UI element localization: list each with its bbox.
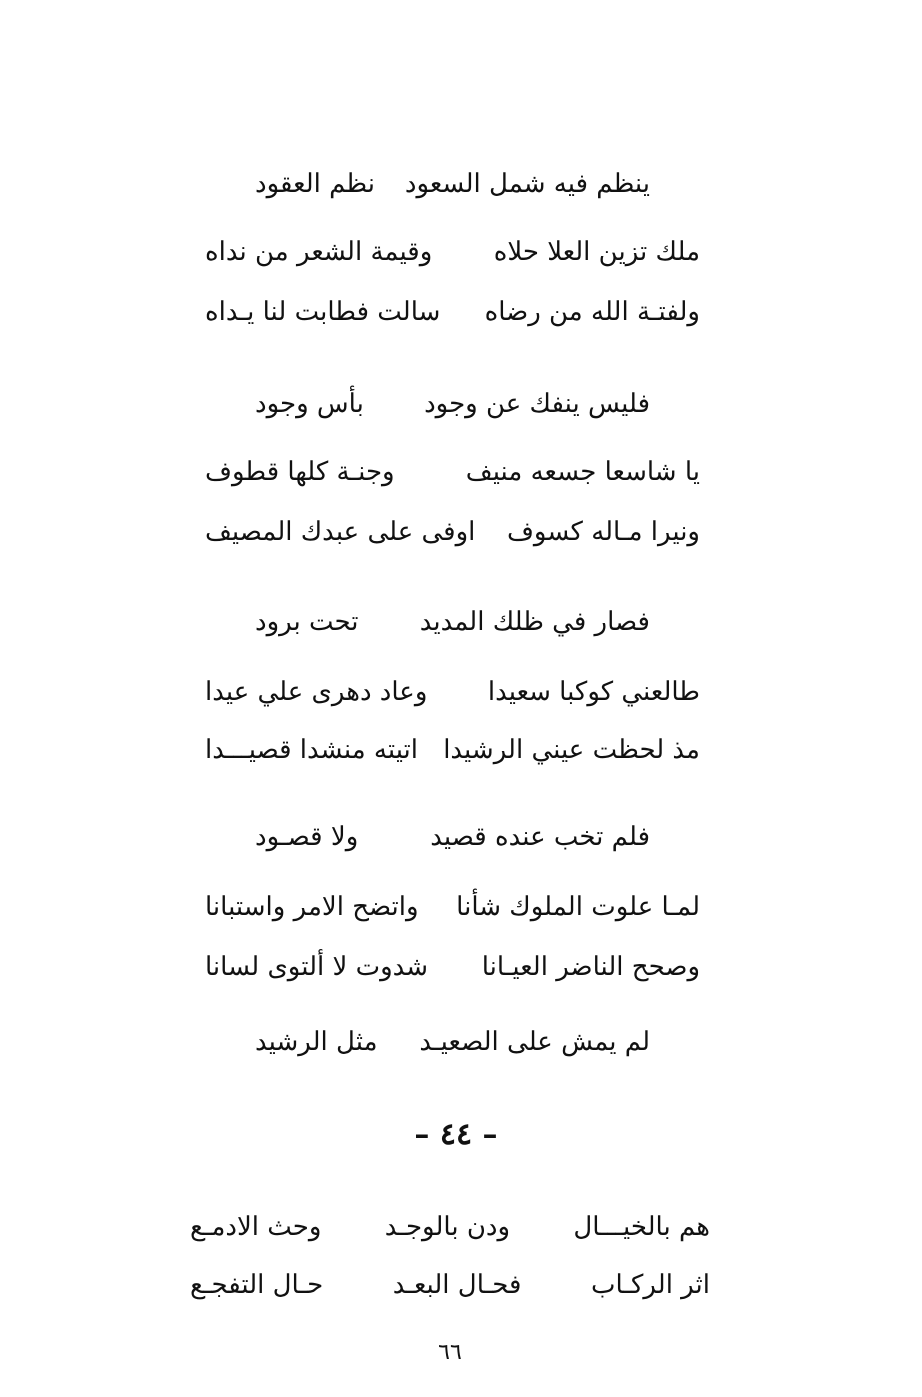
refrain-line	[255, 382, 650, 426]
second-hemistich: وجنـة كلها قطوف	[205, 457, 395, 487]
verse-line	[205, 510, 700, 554]
first-hemistich: لمـا علوت الملوك شأنا	[456, 892, 700, 922]
page-number: ٦٦	[438, 1340, 462, 1365]
second-hemistich: اتيته منشدا قصيـــدا	[205, 735, 419, 765]
verse-line	[205, 945, 700, 989]
second-hemistich: وقيمة الشعر من نداه	[205, 237, 433, 267]
verse-line	[205, 885, 700, 929]
second-hemistich: تحت برود	[255, 607, 359, 637]
first-hemistich: ولفتـة الله من رضاه	[484, 297, 700, 327]
second-hemistich: وعاد دهرى علي عيدا	[205, 677, 428, 707]
last-segment: وحث الادمـع	[190, 1212, 322, 1242]
second-hemistich: شدوت لا ألتوى لسانا	[205, 952, 429, 982]
first-hemistich: ونيرا مـاله كسوف	[506, 517, 700, 547]
verse-line	[205, 290, 700, 334]
refrain-line	[255, 600, 650, 644]
refrain-line	[255, 162, 650, 206]
first-hemistich: مذ لحظت عيني الرشيدا	[443, 735, 700, 765]
second-hemistich: مثل الرشيد	[255, 1027, 378, 1057]
verse-line	[190, 1205, 710, 1249]
verse-line	[205, 450, 700, 494]
second-hemistich: واتضح الامر واستبانا	[205, 892, 419, 922]
second-hemistich: اوفى على عبدك المصيف	[205, 517, 476, 547]
first-segment: هم بالخيـــال	[573, 1212, 710, 1242]
first-hemistich: فصار في ظلك المديد	[419, 607, 650, 637]
first-hemistich: فليس ينفك عن وجود	[424, 389, 650, 419]
first-segment: اثر الركـاب	[591, 1270, 710, 1300]
middle-segment: ودن بالوجـد	[384, 1212, 511, 1242]
poem-number: – ٤٤ –	[414, 1116, 498, 1152]
first-hemistich: طالعني كوكبا سعيدا	[487, 677, 700, 707]
first-hemistich: وصحح الناضر العيـانا	[481, 952, 700, 982]
first-hemistich: يا شاسعا جسعه منيف	[465, 457, 700, 487]
first-hemistich: فلم تخب عنده قصيد	[430, 822, 650, 852]
refrain-line	[255, 1020, 650, 1064]
second-hemistich: نظم العقود	[255, 169, 375, 199]
last-segment: حـال التفجـع	[190, 1270, 324, 1300]
verse-line	[205, 728, 700, 772]
second-hemistich: ولا قصـود	[255, 822, 359, 852]
first-hemistich: ملك تزين العلا حلاه	[493, 237, 700, 267]
middle-segment: فحـال البعـد	[392, 1270, 522, 1300]
second-hemistich: بأس وجود	[255, 389, 364, 419]
second-hemistich: سالت فطابت لنا يـداه	[205, 297, 441, 327]
first-hemistich: ينظم فيه شمل السعود	[404, 169, 650, 199]
first-hemistich: لم يمش على الصعيـد	[419, 1027, 650, 1057]
verse-line	[205, 670, 700, 714]
verse-line	[190, 1263, 710, 1307]
refrain-line	[255, 815, 650, 859]
verse-line	[205, 230, 700, 274]
